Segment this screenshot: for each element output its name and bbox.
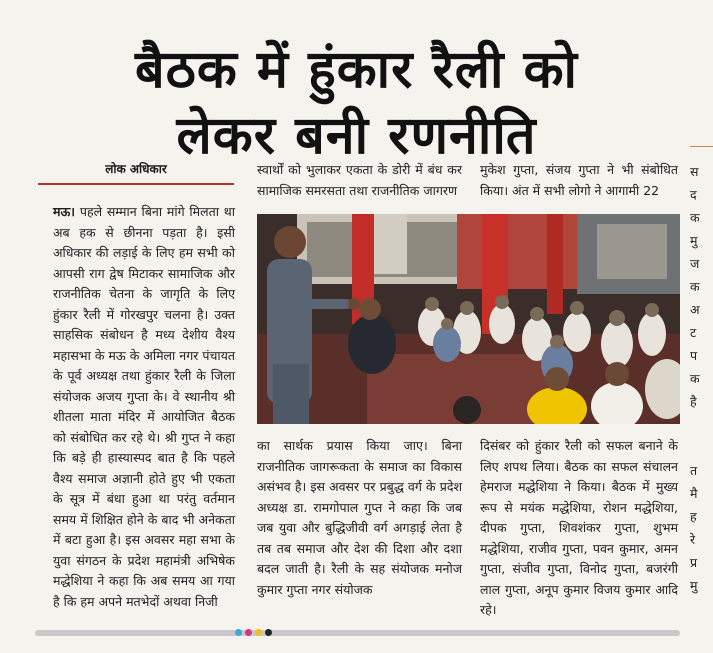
edge-fragment: प्र [690,555,698,570]
edge-fragment: मै [690,486,698,501]
edge-fragment: रे [690,532,696,547]
color-dot-blue [235,629,242,636]
article-column-2-bottom: का सार्थक प्रयास किया जाए। बिना राजनीतिक जागरूकता के समाज का विकास असंभव है। इस अवसर पर प्रबुद्ध वर्ग के प्रदेश अध्यक्ष डा. रामगोपाल गुप्त ने कहा कि जब जब युवा और बुद्धिजीवी वर्ग अगड़ाई लेता है तब तब समाज और देश की दिशा और दशा बदल जाती है। रैली के सह संयोजक मनोज कुमार गुप्ता नगर संयोजक [257,438,462,597]
edge-fragment: त [690,463,698,478]
article-column-3-top: मुकेश गुप्ता, संजय गुप्ता ने भी संबोधित किया। अंत में सभी लोगो ने आगामी 22 [480,162,678,198]
edge-fragment: स [690,164,699,179]
article-column-1 [53,202,235,612]
edge-fragment: ज [690,256,700,271]
edge-fragment: अ [690,302,700,317]
color-dot-magenta [245,629,252,636]
article-column-1-text: पहले सम्मान बिना मांगे मिलता था अब हक से छीनना पड़ता है। इसी अधिकार की लड़ाई के लिए हम सभी को आपसी राग द्वेष मिटाकर सामाजिक और राजनीतिक चेतना के जागृति के लिए हुंकार रैली में गोरखपुर चलना है। उक्त साहसिक संबोधन है मध्य देशीय वैश्य महासभा के मऊ के अमिला नगर पंचायत के पूर्व अध्यक्ष तथा हुंकार रैली के जिला संयोजक अजय गुप्ता के। वे स्थानीय श्री शीतला माता मंदिर में आयोजित बैठक को संबोधित कर रहे थे। श्री गुप्त ने कहा कि बड़े ही हास्यास्पद बात है कि पहले वैश्य समाज अज्ञानी होते हुए भी एकता के सूत्र में बंधा हुआ था परंतु वर्तमान समय में शिक्षित होने के बाद भी अनेकता में बटा हुआ है। इस अवसर महा सभा के युवा संगठन के प्रदेश महामंत्री अभिषेक मद्धेशिया ने कहा कि अब समय आ गया है कि हम अपने मतभेदों अथवा निजी [53,204,235,609]
color-dot-yellow [255,629,262,636]
edge-fragment [690,436,713,459]
color-dots [235,629,272,636]
edge-fragment: द [690,187,697,202]
edge-fragment: क [690,210,700,225]
edge-fragment: क [690,371,700,386]
color-dot-black [265,629,272,636]
headline-line-1: बैठक में हुंकार रैली को [134,39,579,100]
headline [0,37,713,169]
dateline-place: मऊ। [53,204,76,219]
edge-fragment: प [690,348,698,363]
article-column-3-bottom: दिसंबर को हुंकार रैली को सफल बनाने के लिए शपथ लिया। बैठक का सफल संचालन हेमराज मद्धेशिया ने किया। बैठक में मुख्य रूप से मयंक मद्धेशिया, रोशन मद्धेशिया, दीपक गुप्ता, शिवशंकर गुप्ता, शुभम मद्धेशिया, राजीव गुप्ता, पवन कुमार, अमन गुप्ता, संजीव गुप्ता, विनोद गुप्ता, बजरंगी लाल गुप्ता, अनूप कुमार विजय कुमार आदि रहे। [480,438,678,617]
edge-fragment: क [690,279,700,294]
next-article-edge [690,160,713,630]
edge-fragment: मु [690,233,698,248]
edge-rule [690,146,713,147]
meeting-photo [257,214,680,424]
edge-fragment: ह [690,509,697,524]
edge-fragment: ट [690,325,697,340]
meeting-photo-image [257,214,680,424]
bottom-scrollbar[interactable] [35,630,680,636]
article-column-2-top: स्वार्थों को भुलाकर एकता के डोरी में बंध कर सामाजिक समरसता तथा राजनीतिक जागरण [257,162,462,198]
headline-line-2: लेकर बनी रणनीति [176,105,537,166]
edge-fragment: मु [690,578,698,593]
byline: लोक अधिकार [38,160,234,185]
edge-fragment [690,413,713,436]
edge-fragment: है [690,394,697,409]
